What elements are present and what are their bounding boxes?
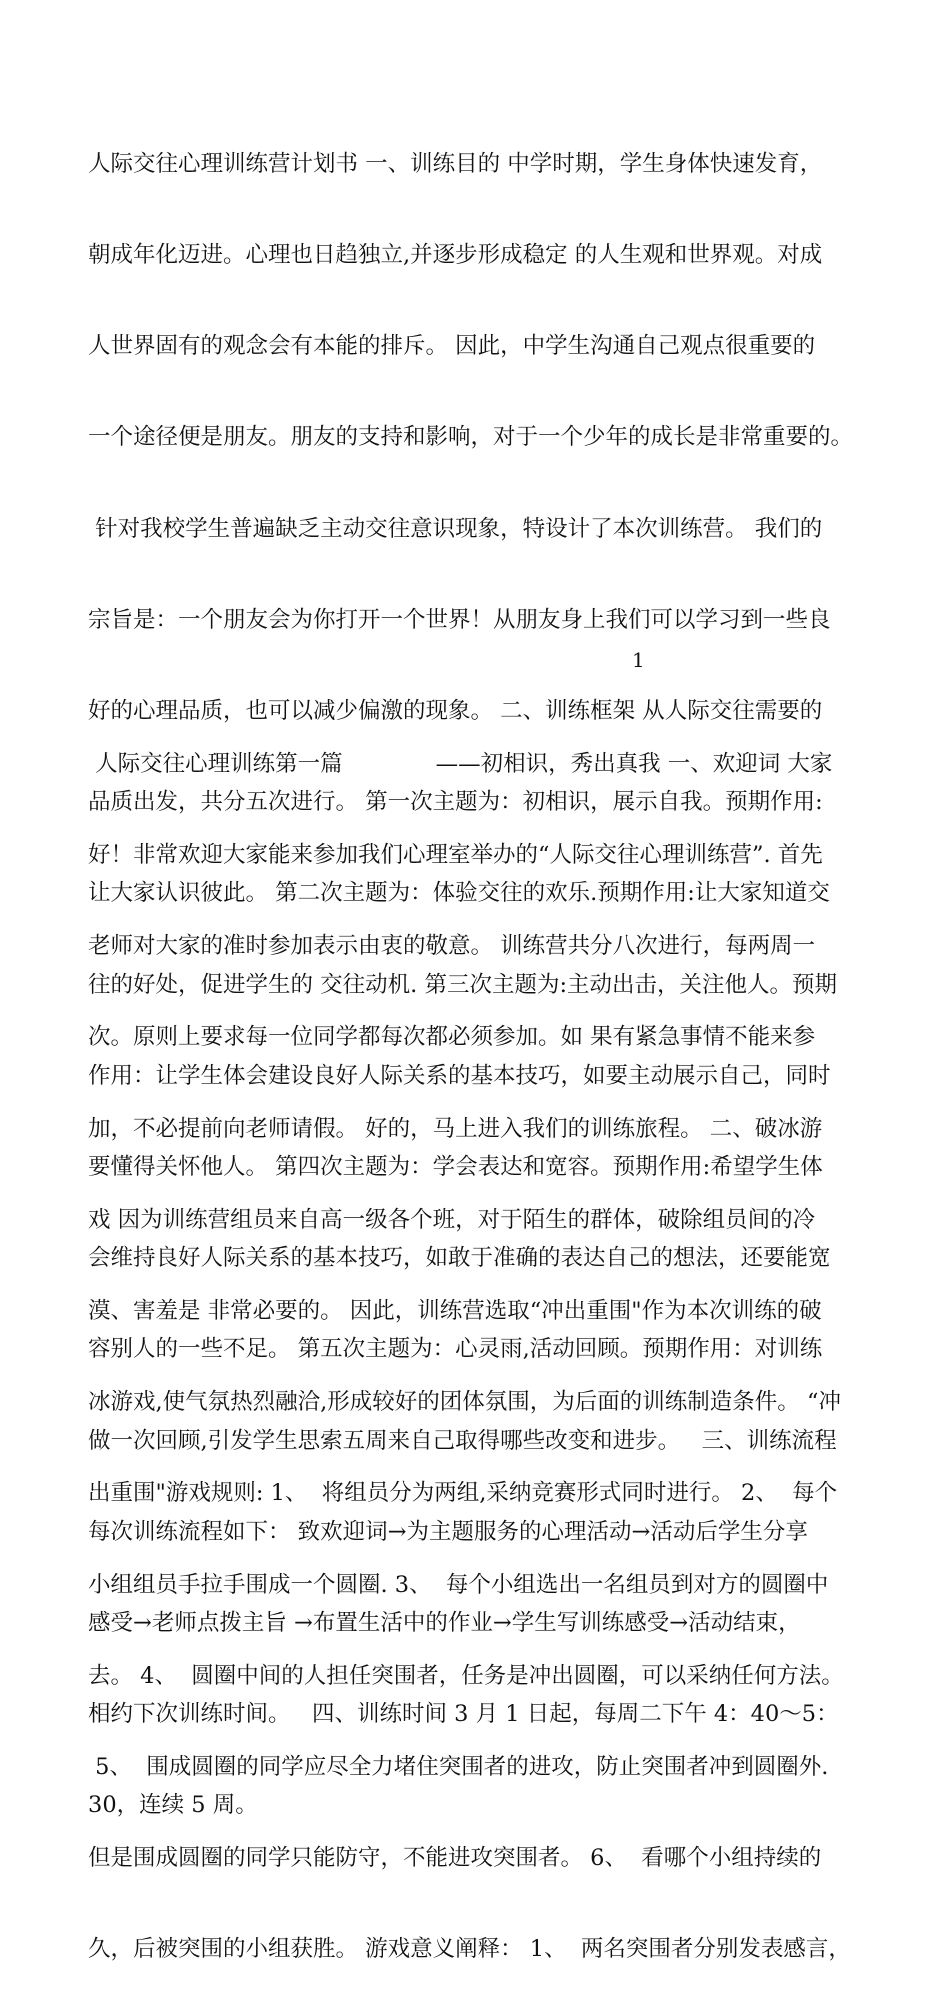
page1-line: 品质出发，共分五次进行。 第一次主题为：初相识，展示自我。预期作用:	[88, 789, 823, 816]
page1-line: 朝成年化迈进。心理也日趋独立,并逐步形成稳定 的人生观和世界观。对成	[88, 242, 823, 269]
page2-line: 去。 4、 圆圈中间的人担任突围者，任务是冲出圆圈，可以采纳任何方法。	[88, 1662, 844, 1689]
page1-line: 感受→老师点拨主旨 →布置生活中的作业→学生写训练感受→活动结束，	[88, 1610, 801, 1637]
page2-line: 漠、害羞是 非常必要的。 因此，训练营选取“冲出重围"作为本次训练的破	[88, 1298, 822, 1325]
page2-body	[88, 688, 878, 1995]
page1-line: 每次训练流程如下： 致欢迎词→为主题服务的心理活动→活动后学生分享	[88, 1518, 808, 1545]
page1-line: 宗旨是：一个朋友会为你打开一个世界！从朋友身上我们可以学习到一些良	[88, 606, 831, 633]
page2-line: 次。原则上要求每一位同学都每次都必须参加。如 果有紧急事情不能来参	[88, 1024, 816, 1051]
page2-line: 冰游戏,使气氛热烈融洽,形成较好的团体氛围，为后面的训练制造条件。 “冲	[88, 1389, 841, 1416]
page1-line: 让大家认识彼此。 第二次主题为：体验交往的欢乐.预期作用:让大家知道交	[88, 880, 830, 907]
page2-line: 5、 围成圆圈的同学应尽全力堵住突围者的进攻，防止突围者冲到圆圈外.	[88, 1754, 829, 1781]
page2-line: 好！非常欢迎大家能来参加我们心理室举办的“人际交往心理训练营”. 首先	[88, 842, 823, 869]
page2-line: 戏 因为训练营组员来自高一级各个班，对于陌生的群体，破除组员间的冷	[88, 1206, 816, 1233]
page1-line: 人际交往心理训练营计划书 一、训练目的 中学时期，学生身体快速发育，	[88, 150, 823, 177]
page2-line: 人际交往心理训练第一篇 ——初相识，秀出真我 一、欢迎词 大家	[88, 750, 833, 777]
page1-line: 要懂得关怀他人。 第四次主题为：学会表达和宽容。预期作用:希望学生体	[88, 1154, 823, 1181]
page2-line: 小组组员手拉手围成一个圆圈. 3、 每个小组选出一名组员到对方的圆圈中	[88, 1571, 829, 1598]
page1-line: 好的心理品质，也可以减少偏激的现象。 二、训练框架 从人际交往需要的	[88, 698, 823, 725]
page2-line: 但是围成圆圈的同学只能防守，不能进攻突围者。 6、 看哪个小组持续的	[88, 1845, 822, 1872]
page-number: 1	[632, 648, 645, 672]
page1-line: 相约下次训练时间。 四、训练时间 3 月 1 日起，每周二下午 4：40～5：	[88, 1701, 839, 1728]
page2-line: 老师对大家的准时参加表示由衷的敬意。 训练营共分八次进行，每两周一	[88, 933, 816, 960]
page1-line: 往的好处，促进学生的 交往动机. 第三次主题为:主动出击，关注他人。预期	[88, 971, 838, 998]
page2-line: 加，不必提前向老师请假。 好的，马上进入我们的训练旅程。 二、破冰游	[88, 1115, 823, 1142]
page1-line: 作用：让学生体会建设良好人际关系的基本技巧，如要主动展示自己，同时	[88, 1062, 831, 1089]
page2-line: 出重围"游戏规则: 1、 将组员分为两组,采纳竞赛形式同时进行。 2、 每个	[88, 1480, 838, 1507]
page1-line: 针对我校学生普遍缺乏主动交往意识现象，特设计了本次训练营。 我们的	[88, 515, 823, 542]
page1-line: 会维持良好人际关系的基本技巧，如敢于准确的表达自己的想法，还要能宽	[88, 1245, 831, 1272]
page1-line: 做一次回顾,引发学生思索五周来自己取得哪些改变和进步。 三、训练流程	[88, 1427, 837, 1454]
page2-line: 久，后被突围的小组获胜。 游戏意义阐释： 1、 两名突围者分别发表感言，	[88, 1936, 851, 1963]
page1-line: 容别人的一些不足。 第五次主题为：心灵雨,活动回顾。预期作用：对训练	[88, 1336, 823, 1363]
page1-line: 30，连续 5 周。	[88, 1792, 258, 1819]
page1-line: 一个途径便是朋友。朋友的支持和影响，对于一个少年的成长是非常重要的。	[88, 424, 854, 451]
page1-line: 人世界固有的观念会有本能的排斥。 因此，中学生沟通自己观点很重要的	[88, 333, 816, 360]
